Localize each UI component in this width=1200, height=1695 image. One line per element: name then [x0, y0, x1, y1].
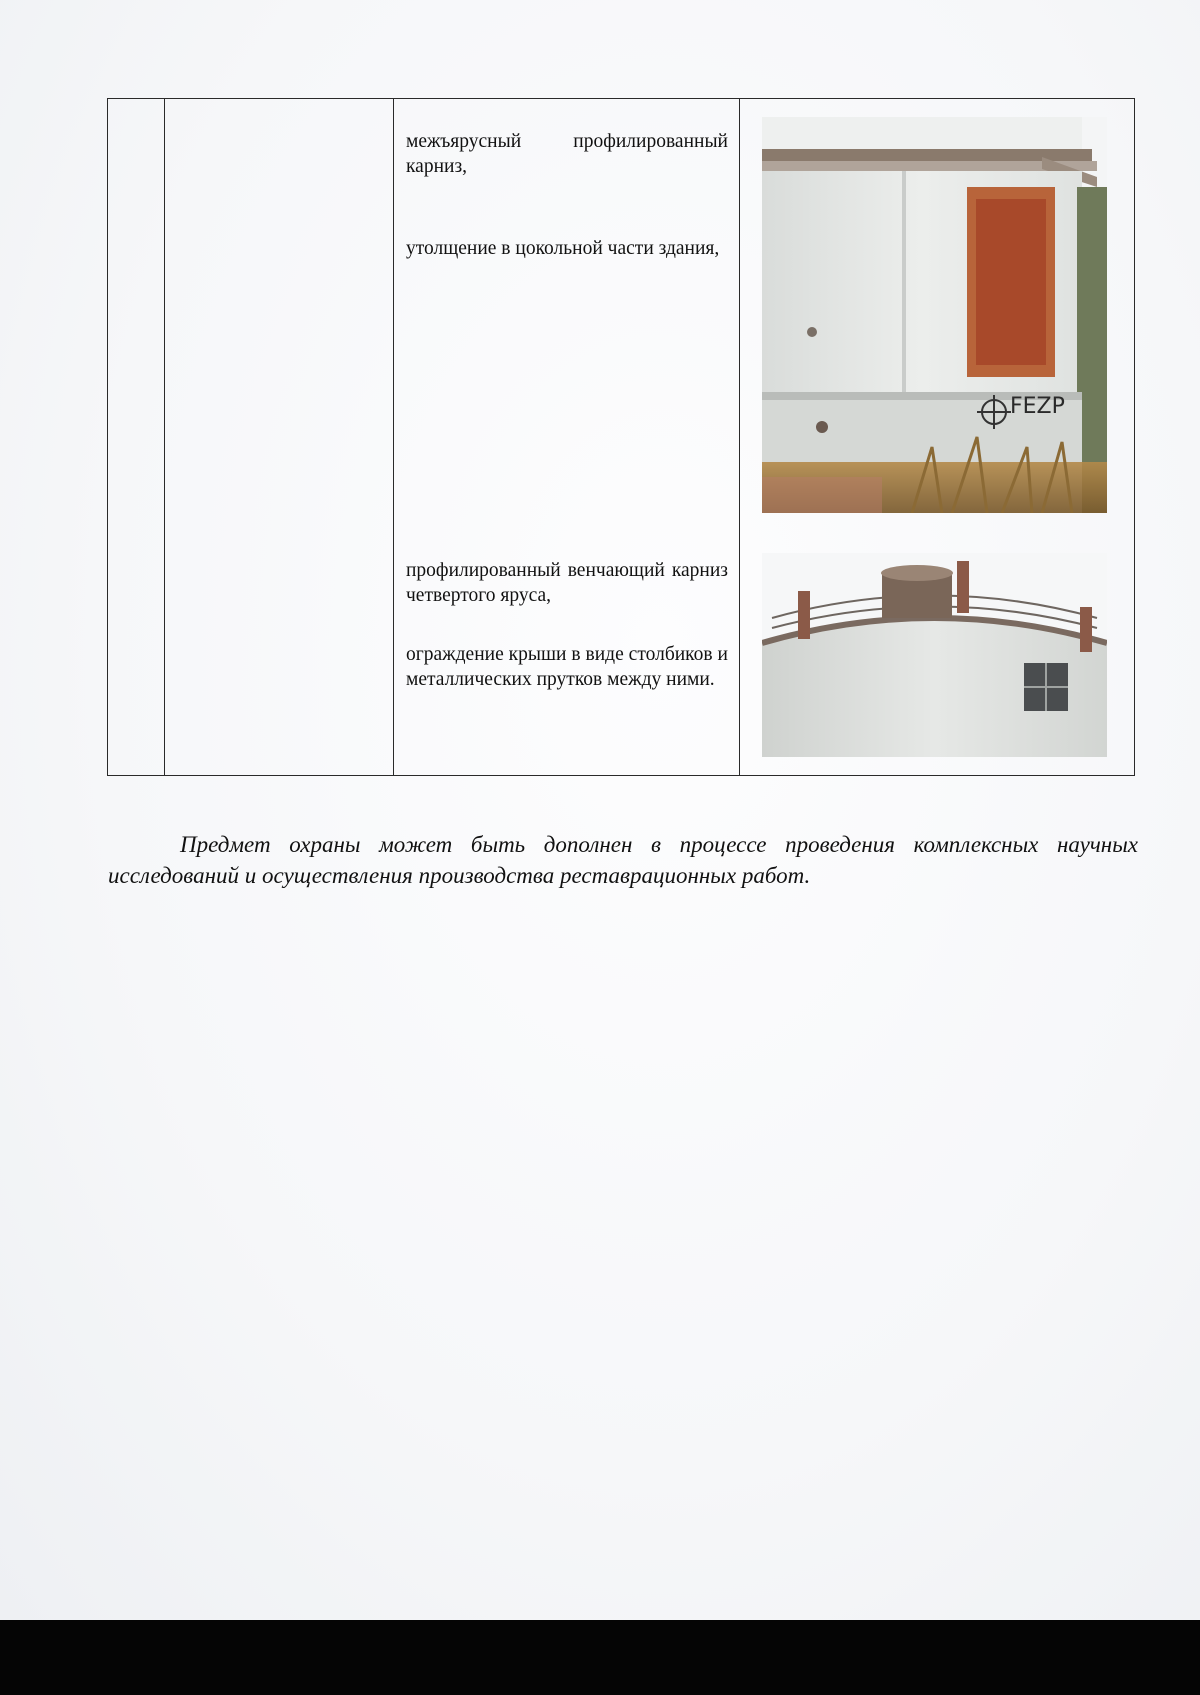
closing-note: Предмет охраны может быть дополнен в процессе проведения комплексных научных исследований и осуществления производства реставрационных работ.	[108, 832, 1138, 888]
graffiti-text: FEZP	[1010, 394, 1065, 419]
photos-cell	[740, 99, 1135, 776]
scan-bottom-border	[0, 1620, 1200, 1695]
photo-cornice-and-plinth	[762, 117, 1107, 513]
protection-subject-table	[107, 98, 1135, 776]
feature-item-plinth: утолщение в цокольной части здания,	[406, 238, 720, 259]
table-row	[108, 99, 1135, 776]
feature-item-cornice: межъярусный профилированный карниз,	[406, 131, 728, 177]
number-cell	[108, 99, 165, 776]
feature-item-roof-railing: ограждение крыши в виде столбиков и металлических прутков между ними.	[406, 644, 728, 690]
feature-item-crowning-cornice: профилированный венчающий карниз четвертого яруса,	[406, 560, 728, 606]
features-cell	[394, 99, 740, 776]
photo-roof-railing	[762, 553, 1107, 757]
element-name-cell	[165, 99, 394, 776]
